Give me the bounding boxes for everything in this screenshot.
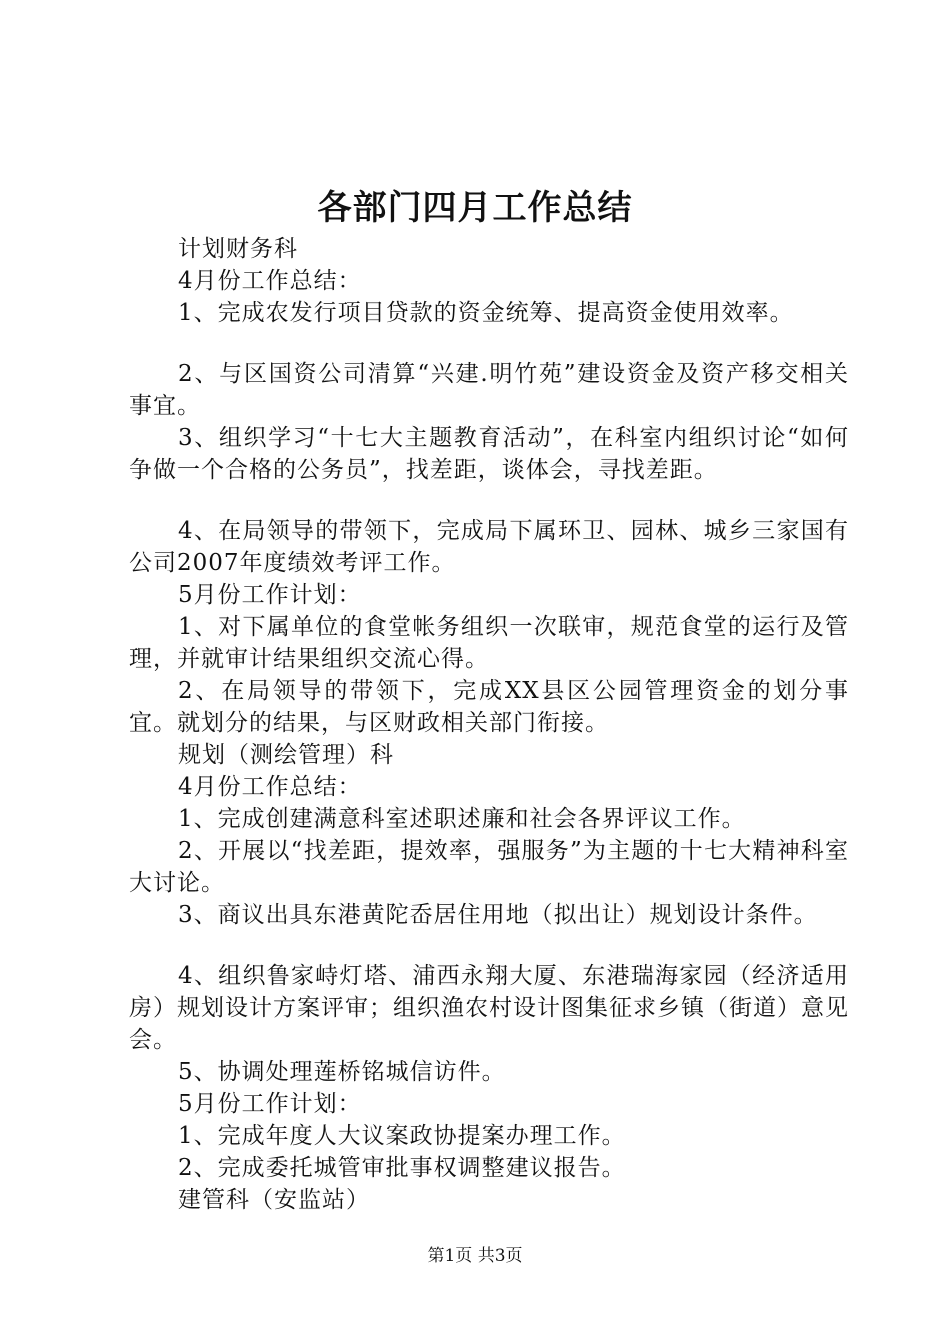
list-item: 1、完成创建满意科室述职述廉和社会各界评议工作。: [178, 806, 746, 832]
list-item: 3、组织学习“十七大主题教育活动”，在科室内组织讨论“如何争做一个合格的公务员”，找差距，谈体会，寻找差距。: [129, 425, 849, 483]
list-item: 5、协调处理莲桥铭城信访件。: [178, 1059, 506, 1085]
list-item: 1、完成农发行项目贷款的资金统筹、提高资金使用效率。: [178, 300, 794, 326]
list-item: 2、开展以“找差距，提效率，强服务”为主题的十七大精神科室大讨论。: [129, 838, 849, 896]
document-body: [129, 233, 849, 1216]
list-item: 2、在局领导的带领下，完成XX县区公园管理资金的划分事宜。就划分的结果，与区财政相关部门衔接。: [129, 678, 849, 736]
list-item: 1、完成年度人大议案政协提案办理工作。: [178, 1123, 626, 1149]
page-number: 第1页 共3页: [427, 1246, 523, 1266]
subheading-may-plan: 5月份工作计划：: [178, 1091, 362, 1117]
subheading-may-plan: 5月份工作计划：: [178, 582, 362, 608]
list-item: 3、商议出具东港黄陀岙居住用地（拟出让）规划设计条件。: [178, 902, 818, 928]
subheading-april-summary: 4月份工作总结：: [178, 774, 362, 800]
page-title: 各部门四月工作总结: [317, 188, 633, 228]
list-item: 2、与区国资公司清算“兴建.明竹苑”建设资金及资产移交相关事宜。: [129, 361, 849, 419]
section-heading-planning: 规划（测绘管理）科: [178, 742, 394, 768]
section-heading-finance: 计划财务科: [178, 236, 298, 262]
subheading-april-summary: 4月份工作总结：: [178, 268, 362, 294]
section-heading-construction: 建管科（安监站）: [178, 1187, 370, 1213]
list-item: 2、完成委托城管审批事权调整建议报告。: [178, 1155, 626, 1181]
list-item: 1、对下属单位的食堂帐务组织一次联审，规范食堂的运行及管理，并就审计结果组织交流心得。: [129, 614, 849, 672]
list-item: 4、在局领导的带领下，完成局下属环卫、园林、城乡三家国有公司2007年度绩效考评工作。: [129, 518, 849, 576]
list-item: 4、组织鲁家峙灯塔、浦西永翔大厦、东港瑞海家园（经济适用房）规划设计方案评审；组织渔农村设计图集征求乡镇（街道）意见会。: [129, 963, 849, 1053]
